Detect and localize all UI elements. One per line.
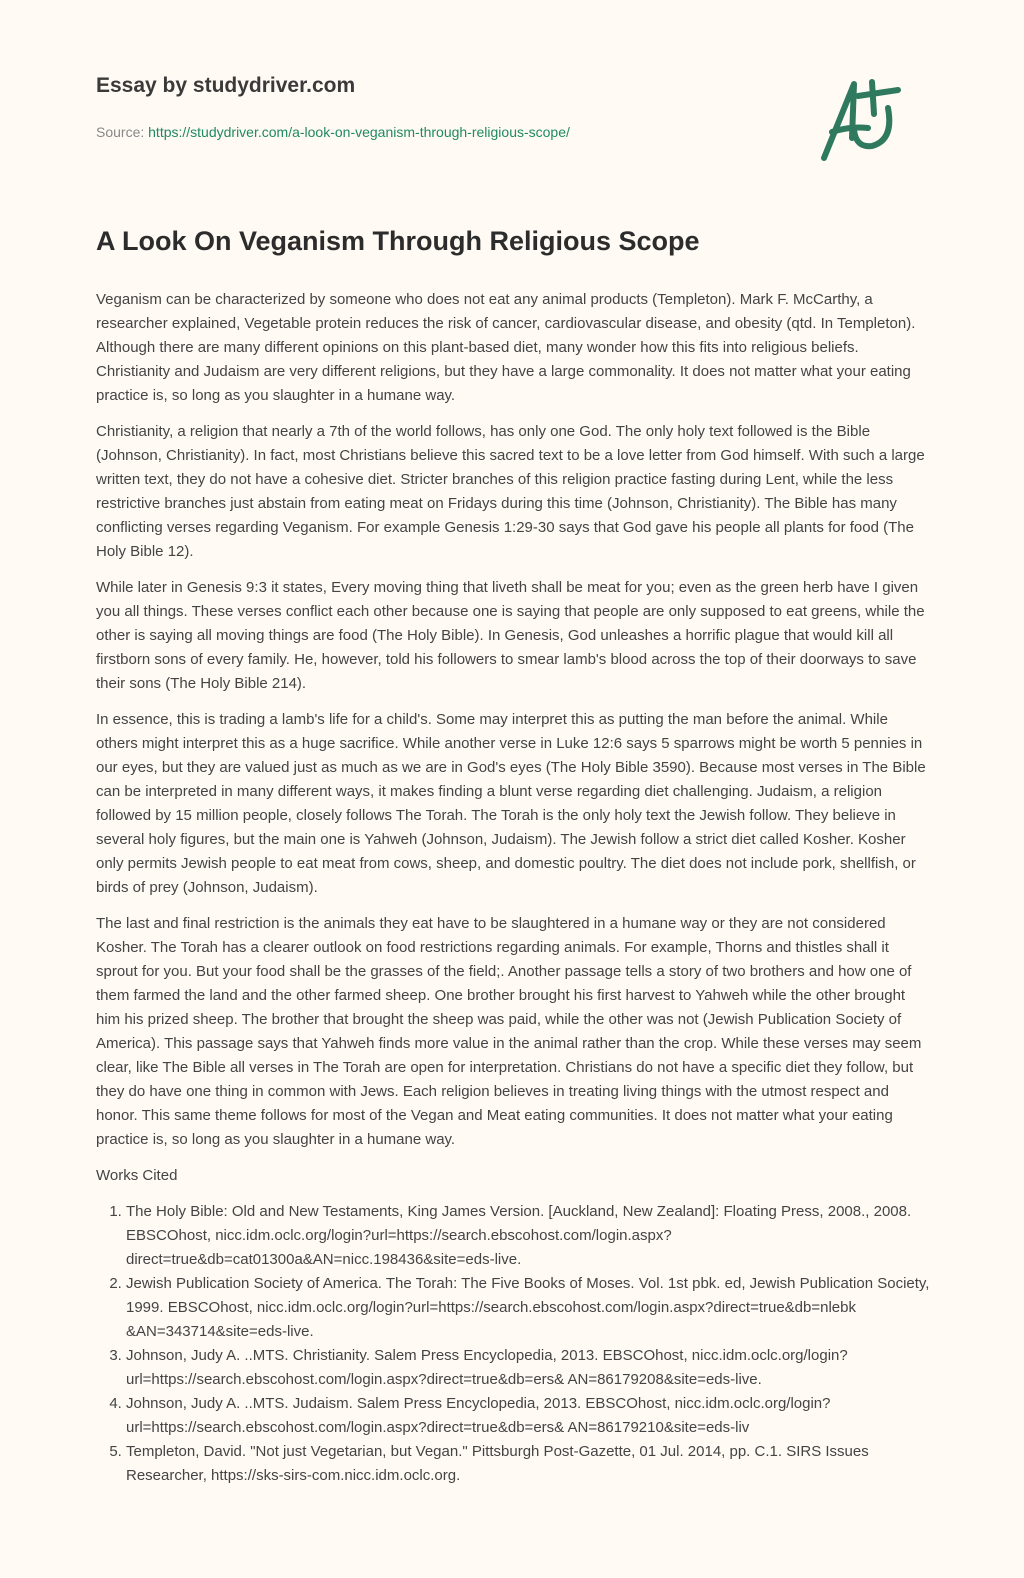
paragraph: Christianity, a religion that nearly a 7th of the world follows, has only one God. The only holy text followed is the Bible (Johnson, Christianity). In fact, most Christians believe this sacred text to be a love letter from God himself. With such a large written text, they do not have a cohesive diet. Stricter branches of this religion practice fasting during Lent, while the less restrictive branches just abstain from eating meat on Fridays during this time (Johnson, Christianity). The Bible has many conflicting verses regarding Veganism. For example Genesis 1:29-30 says that God gave his people all plants for food (The Holy Bible 12). <box>96 423 925 560</box>
citation: 3. Johnson, Judy A. ..MTS. Christianity. Salem Press Encyclopedia, 2013. EBSCOhost, nicc.idm.oclc.org/login?url=https://search.ebscohost.com/login.aspx?direct=true&db=ers& AN=86179208&site=eds-live. <box>126 1344 932 1392</box>
article-title: A Look On Veganism Through Religious Scope <box>96 226 700 256</box>
paragraph: The last and final restriction is the animals they eat have to be slaughtered in a humane way or they are not considered Kosher. The Torah has a clearer outlook on food restrictions regarding animals. For example, Thorns and thistles shall it sprout for you. But your food shall be the grasses of the field;. Another passage tells a story of two brothers and how one of them farmed the land and the other farmed sheep. One brother brought his first harvest to Yahweh while the other brought him his prized sheep. The brother that brought the sheep was paid, while the other was not (Jewish Publication Society of America). This passage says that Yahweh finds more value in the animal rather than the crop. While these verses may seem clear, like The Bible all verses in The Torah are open for interpretation. Christians do not have a specific diet they follow, but they do have one thing in common with Jews. Each religion believes in treating living things with the utmost respect and honor. This same theme follows for most of the Vegan and Meat eating communities. It does not matter what your eating practice is, so long as you slaughter in a humane way. <box>96 915 922 1148</box>
works-cited-heading: Works Cited <box>96 1167 178 1184</box>
citation: 1. The Holy Bible: Old and New Testaments, King James Version. [Auckland, New Zealand]: Floating Press, 2008., 2008. EBSCOhost, nicc.idm.oclc.org/login?url=https://search.ebscohost.com/login.aspx?direct=true&db=cat01300a&AN=nicc.198436&site=eds-live. <box>126 1200 932 1272</box>
citation: 5. Templeton, David. "Not just Vegetarian, but Vegan." Pittsburgh Post-Gazette, 01 Jul. 2014, pp. C.1. SIRS Issues Researcher, https://sks-sirs-com.nicc.idm.oclc.org. <box>126 1440 932 1488</box>
works-cited-list <box>96 1200 932 1488</box>
a-plus-logo-icon <box>810 70 930 170</box>
site-title: Essay by studydriver.com <box>96 74 356 97</box>
citation: 2. Jewish Publication Society of America. The Torah: The Five Books of Moses. Vol. 1st pbk. ed, Jewish Publication Society, 1999. EBSCOhost, nicc.idm.oclc.org/login?url=https://search.ebscohost.com/login.aspx?direct=true&db=nlebk &AN=343714&site=eds-live. <box>126 1272 932 1344</box>
paragraph: Veganism can be characterized by someone who does not eat any animal products (Templeton). Mark F. McCarthy, a researcher explained, Vegetable protein reduces the risk of cancer, cardiovascular disease, and obesity (qtd. In Templeton). Although there are many different opinions on this plant-based diet, many wonder how this fits into religious beliefs. Christianity and Judaism are very different religions, but they have a large commonality. It does not matter what your eating practice is, so long as you slaughter in a humane way. <box>96 291 916 404</box>
source-label: Source: <box>96 124 145 140</box>
source-link[interactable]: https://studydriver.com/a-look-on-veganism-through-religious-scope/ <box>148 124 570 140</box>
citation: 4. Johnson, Judy A. ..MTS. Judaism. Salem Press Encyclopedia, 2013. EBSCOhost, nicc.idm.oclc.org/login?url=https://search.ebscohost.com/login.aspx?direct=true&db=ers& AN=86179210&site=eds-liv <box>126 1392 932 1440</box>
paragraph: While later in Genesis 9:3 it states, Every moving thing that liveth shall be meat for you; even as the green herb have I given you all things. These verses conflict each other because one is saying that people are only supposed to eat greens, while the other is saying all moving things are food (The Holy Bible). In Genesis, God unleashes a horrific plague that would kill all firstborn sons of every family. He, however, told his followers to smear lamb's blood across the top of their doorways to save their sons (The Holy Bible 214). <box>96 579 925 692</box>
source-line <box>96 124 570 140</box>
paragraph: In essence, this is trading a lamb's life for a child's. Some may interpret this as putting the man before the animal. While others might interpret this as a huge sacrifice. While another verse in Luke 12:6 says 5 sparrows might be worth 5 pennies in our eyes, but they are valued just as much as we are in God's eyes (The Holy Bible 3590). Because most verses in The Bible can be interpreted in many different ways, it makes finding a blunt verse regarding diet challenging. Judaism, a religion followed by 15 million people, closely follows The Torah. The Torah is the only holy text the Jewish follow. They believe in several holy figures, but the main one is Yahweh (Johnson, Judaism). The Jewish follow a strict diet called Kosher. Kosher only permits Jewish people to eat meat from cows, sheep, and domestic poultry. The diet does not include pork, shellfish, or birds of prey (Johnson, Judaism). <box>96 711 926 896</box>
article-body <box>96 288 932 1488</box>
